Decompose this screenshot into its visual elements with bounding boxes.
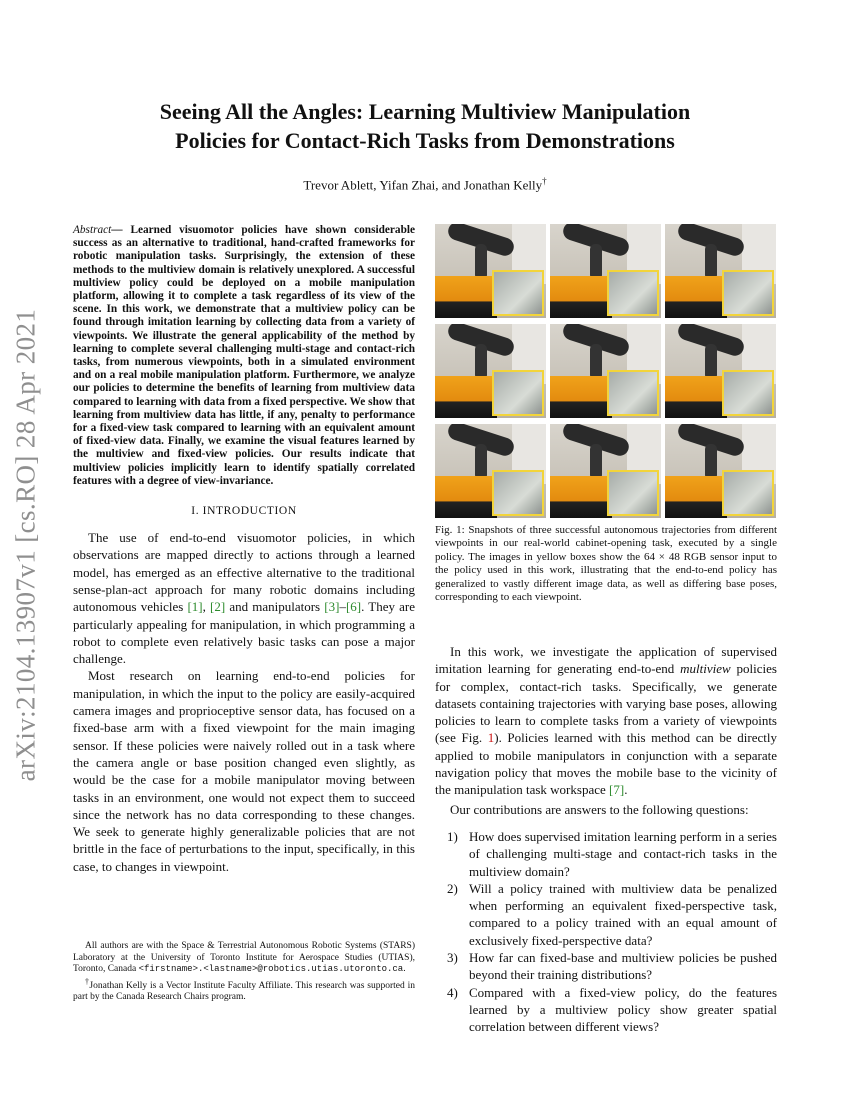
list-item <box>435 984 777 1036</box>
figure-snapshot-r1c2 <box>550 224 661 318</box>
figure-snapshot-r3c1 <box>435 424 546 518</box>
figure-1-grid <box>435 224 777 518</box>
abstract-text: — Learned visuomotor policies have shown considerable success as an alternative to traditional, hand-crafted frameworks for robotic manipulation tasks. Surprisingly, the extension of these methods to the multiview domain is relatively unexplored. A successful multiview policy could be deployed on a mobile manipulation platform, allowing it to complete a task regardless of its view of the scene. In this work, we demonstrate that a multiview policy can be found through imitation learning by collecting data from a variety of viewpoints. We illustrate the general applicability of the method by learning to complete several challenging multi-stage and contact-rich tasks, from numerous viewpoints, both in a simulated environment and on a real mobile manipulation platform. Furthermore, we analyze our policies to determine the benefits of learning from multiview data compared to learning with data from a fixed perspective. We show that learning from multiview data has little, if any, penalty to performance for a fixed-view task compared to learning with an equivalent amount of fixed-view data. Finally, we examine the visual features learned by the multiview and fixed-view policies. Our results indicate that multiview policies implicitly learn to identify spatially correlated features with a degree of view-invariance. <box>73 224 415 487</box>
contribution-questions <box>435 828 777 1036</box>
footnote-affiliation-text: All authors are with the Space & Terrestrial Autonomous Robotic Systems (STARS) Laboratory at the University of Toronto Institute for Aerospace Studies (UTIAS), Toronto, Canada <box>73 941 415 974</box>
sensor-input-inset <box>607 470 659 516</box>
sensor-input-inset <box>722 470 774 516</box>
citation-1[interactable]: [1] <box>187 599 203 615</box>
sensor-input-inset <box>722 370 774 416</box>
right-paragraph-1 <box>435 643 777 799</box>
figure-snapshot-r2c3 <box>665 324 776 418</box>
figure-1-caption: Fig. 1: Snapshots of three successful autonomous trajectories from different viewpoints in our real-world cabinet-opening task, executed by a single policy. The images in yellow boxes show the 64 × 48 RGB sensor input to the policy used in this work, illustrating that the end-to-end policy has generalized to vastly different image data, as well as differing base poses, corresponding to each viewpoint. <box>435 524 777 604</box>
citation-7[interactable]: [7] <box>609 782 625 798</box>
list-item-number: 4) <box>447 984 458 1000</box>
author-names: Trevor Ablett, Yifan Zhai, and Jonathan Kelly <box>303 177 543 193</box>
title-line-2: Policies for Contact-Rich Tasks from Demonstrations <box>175 128 675 153</box>
list-item-text: Will a policy trained with multiview data be penalized when performing an equivalent fixed-perspective task, compared to a policy trained with an equal amount of exclusively fixed-perspective data? <box>469 880 777 948</box>
intro-p1-text-c: and manipulators <box>225 599 325 615</box>
right-column-text <box>435 643 777 1036</box>
sensor-input-inset <box>607 270 659 316</box>
list-item-number: 1) <box>447 828 458 844</box>
abstract-label: Abstract <box>73 224 112 236</box>
intro-paragraph-2: Most research on learning end-to-end policies for manipulation, in which the input to the policy are easily-acquired camera images and proprioceptive sensor data, has focused on a fixed-base arm with a fixed viewpoint for the main imaging sensor. If these policies were naively rolled out in a task where the camera angle or base position changed even slightly, as would be the case for a mobile manipulator moving between tasks in an environment, one would not expect them to succeed since the network has no data corresponding to these changes. We seek to generate highly generalizable policies that are not brittle in the face of perturbations to the input, specifically, in this case, to changes in viewpoint. <box>73 668 415 874</box>
footnote-email: <firstname>.<lastname>@robotics.utias.utoronto.ca <box>138 964 404 974</box>
arxiv-side-label <box>8 295 44 795</box>
right-p1-text-b: policies for complex, contact-rich tasks. Specifically, we generate datasets containing trajectories with varying base poses, allowing policies to learn to complete tasks from a variety of viewpoints (see Fig. <box>435 661 777 746</box>
right-paragraph-2: Our contributions are answers to the following questions: <box>450 801 749 817</box>
list-item-text: How does supervised imitation learning perform in a series of challenging multi-stage and contact-rich tasks in the multiview domain? <box>469 828 777 879</box>
intro-p1-text-e: . They are particularly appealing for manipulation, in which programming a robot to complete even relatively basic tasks can pose a major challenge. <box>73 599 415 667</box>
footnote-affiliation-end: . <box>403 964 406 974</box>
intro-paragraph-1 <box>73 529 415 667</box>
sensor-input-inset <box>607 370 659 416</box>
intro-p1-text-a: The use of end-to-end visuomotor policies, in which observations are mapped directly to actions through a learned model, has emerged as an effective alternative to the traditional sense-plan-act approach for many robotic domains including autonomous vehicles <box>73 530 415 615</box>
intro-p1-dash: – <box>339 599 346 615</box>
figure-snapshot-r2c2 <box>550 324 661 418</box>
paper-title <box>95 97 755 155</box>
citation-2[interactable]: [2] <box>210 599 226 615</box>
figure-snapshot-r2c1 <box>435 324 546 418</box>
list-item <box>435 828 777 880</box>
footnote-affiliation <box>73 941 415 976</box>
sensor-input-inset <box>492 370 544 416</box>
arxiv-identifier: arXiv:2104.13907v1 [cs.RO] 28 Apr 2021 <box>10 308 41 782</box>
section-title-introduction: I. INTRODUCTION <box>191 505 297 518</box>
citation-3[interactable]: [3] <box>324 599 340 615</box>
right-p1-text-d: . <box>624 782 628 798</box>
intro-p1-text-b: , <box>202 599 211 615</box>
list-item <box>435 880 777 949</box>
list-item-number: 2) <box>447 880 458 896</box>
list-item-text: Compared with a fixed-view policy, do the features learned by a multiview policy show greater spatial correlation between different views? <box>469 984 777 1035</box>
citation-6[interactable]: [6] <box>345 599 362 615</box>
list-item-text: How far can fixed-base and multiview policies be pushed beyond their training distributions? <box>469 950 777 983</box>
right-p1-text-c: ). Policies learned with this method can be directly applied to mobile manipulators in conjunction with a separate navigation policy that moves the mobile base to the vicinity of the manipulation task workspace <box>435 730 777 798</box>
left-column <box>73 224 415 875</box>
figure-snapshot-r3c3 <box>665 424 776 518</box>
sensor-input-inset <box>722 270 774 316</box>
authors <box>95 176 755 193</box>
figure-reference[interactable]: 1 <box>487 730 495 746</box>
footnote-vector <box>73 976 415 1004</box>
figure-snapshot-r1c3 <box>665 224 776 318</box>
footnote-vector-text: Jonathan Kelly is a Vector Institute Faculty Affiliate. This research was supported in part by the Canada Research Chairs program. <box>73 980 416 1003</box>
author-footnote-mark: † <box>542 176 547 186</box>
abstract <box>73 224 415 488</box>
list-item <box>435 949 777 984</box>
list-item-number: 3) <box>447 950 458 966</box>
right-p1-text-a: In this work, we investigate the application of supervised imitation learning for generating end-to-end <box>435 644 777 677</box>
right-p1-emphasis: multiview <box>680 661 731 677</box>
title-line-1: Seeing All the Angles: Learning Multiview Manipulation <box>159 99 691 124</box>
footnotes <box>73 941 415 1004</box>
sensor-input-inset <box>492 470 544 516</box>
sensor-input-inset <box>492 270 544 316</box>
footnote-dagger: † <box>85 976 90 986</box>
figure-snapshot-r3c2 <box>550 424 661 518</box>
figure-snapshot-r1c1 <box>435 224 546 318</box>
